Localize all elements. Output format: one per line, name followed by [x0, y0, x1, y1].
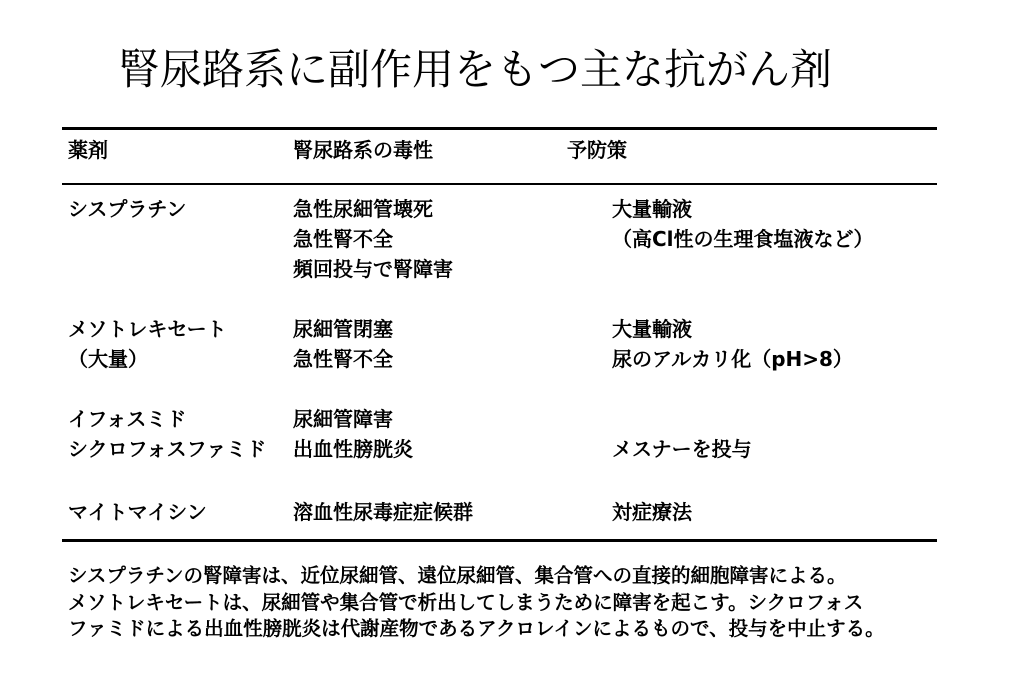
footnote-line: メソトレキセートは、尿細管や集合管で析出してしまうために障害を起こす。シクロフォス: [68, 590, 864, 614]
prevention-cell: [612, 497, 692, 527]
toxicity-item: 頻回投与で腎障害: [293, 257, 453, 281]
header-prevention: 予防策: [567, 138, 627, 162]
drug-qualifier: （大量）: [68, 347, 148, 371]
toxicity-item: 尿細管障害: [293, 407, 393, 431]
footnote-line: ファミドによる出血性膀胱炎は代謝産物であるアクロレインによるもので、投与を中止する。: [68, 617, 885, 640]
footnote-line: シスプラチンの腎障害は、近位尿細管、遠位尿細管、集合管への直接的細胞障害による。: [68, 564, 847, 587]
toxicity-cell: [293, 314, 393, 374]
toxicity-item: 出血性膀胱炎: [293, 437, 413, 461]
prevention-item: 対症療法: [612, 500, 692, 524]
prevention-cell: [612, 434, 752, 464]
prevention-item: 大量輸液: [612, 197, 692, 221]
prevention-cell: [612, 194, 874, 254]
prevention-item: 尿のアルカリ化（pH>8）: [612, 347, 853, 371]
toxicity-item: 急性腎不全: [293, 347, 393, 371]
drug-name: シクロフォスファミド: [68, 437, 267, 461]
prevention-item: 大量輸液: [612, 317, 692, 341]
table-header-rule: [62, 183, 937, 185]
prevention-item: メスナーを投与: [612, 437, 752, 461]
toxicity-cell: [293, 497, 473, 527]
drug-cell: [68, 314, 227, 374]
table-top-rule: [62, 127, 937, 130]
drug-name: マイトマイシン: [68, 500, 207, 524]
toxicity-item: 急性腎不全: [293, 227, 393, 251]
drug-name: メソトレキセート: [68, 317, 227, 341]
drug-cell: [68, 497, 207, 527]
table-bottom-rule: [62, 539, 937, 542]
toxicity-item: 尿細管閉塞: [293, 317, 393, 341]
prevention-item: （高Cl性の生理食塩液など）: [612, 227, 874, 251]
toxicity-item: 溶血性尿毒症症候群: [293, 500, 473, 524]
prevention-cell: [612, 314, 853, 374]
toxicity-item: 急性尿細管壊死: [293, 197, 433, 221]
drug-name: イフォスミド: [68, 407, 187, 431]
header-drug: 薬剤: [68, 138, 108, 162]
toxicity-cell: [293, 194, 453, 284]
drug-cell: [68, 194, 186, 224]
toxicity-cell: [293, 404, 413, 464]
slide-title: 腎尿路系に副作用をもつ主な抗がん剤: [118, 45, 833, 94]
drug-cell: [68, 404, 266, 464]
footnote: [68, 563, 968, 643]
header-toxicity: 腎尿路系の毒性: [293, 138, 433, 162]
drug-name: シスプラチン: [68, 197, 187, 221]
